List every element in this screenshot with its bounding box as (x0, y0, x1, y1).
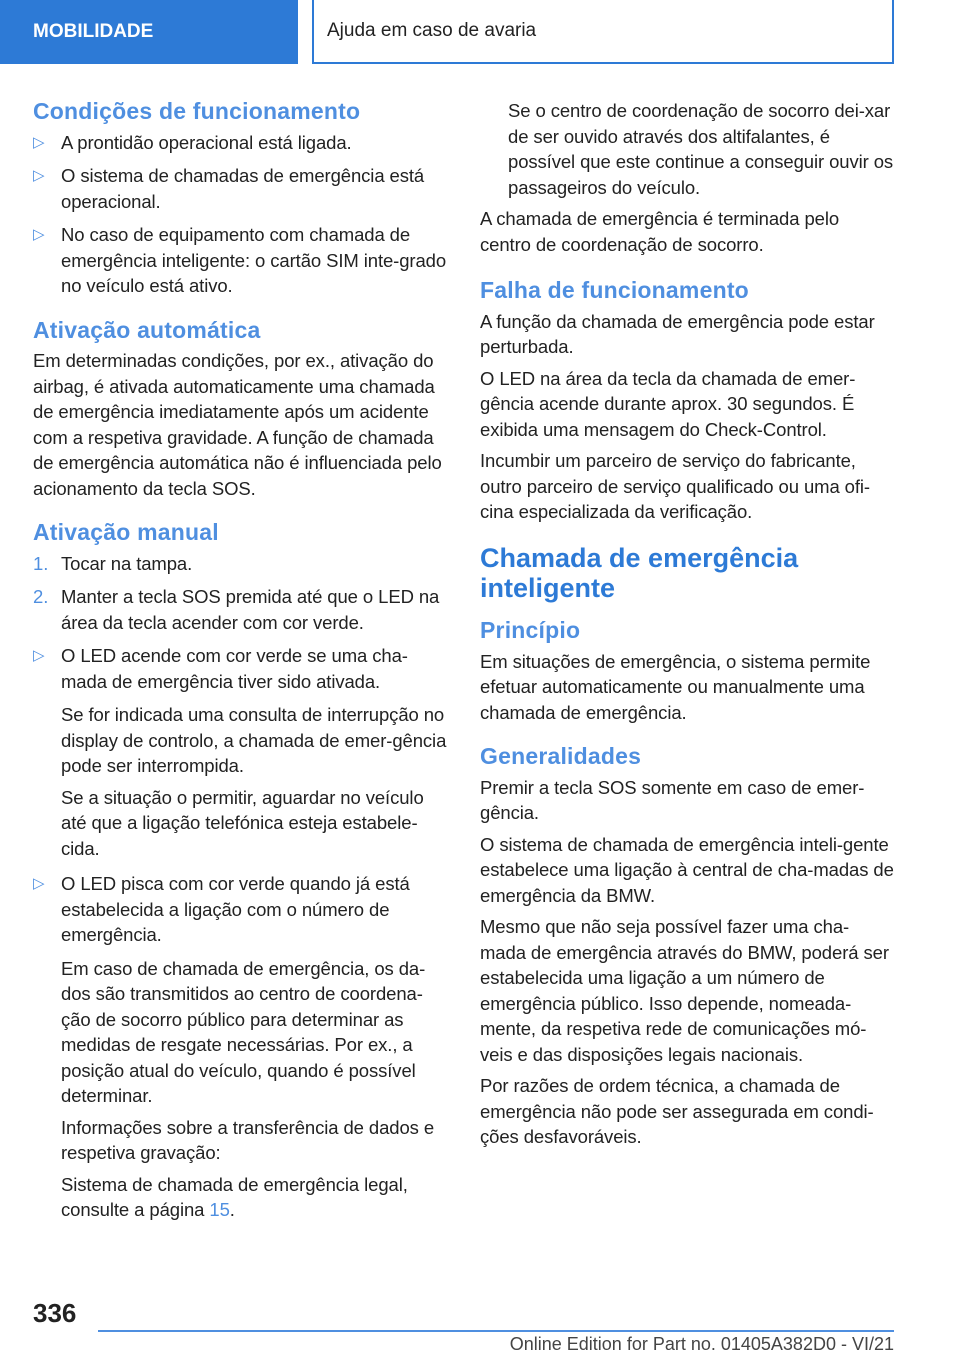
page-reference: Sistema de chamada de emergência legal, consulte a página 15. (61, 1173, 408, 1221)
paragraph: Incumbir um parceiro de serviço do fabricante, outro parceiro de serviço qualificado ou uma ofi-cina especializada da verificação. (480, 450, 870, 523)
header-chapter-title: Ajuda em caso de avaria (312, 0, 894, 64)
list-item: ▷ A prontidão operacional está ligada. (33, 130, 449, 156)
paragraph: A chamada de emergência é terminada pelo centro de coordenação de socorro. (480, 208, 840, 255)
sub-paragraph: Informações sobre a transferência de dados e respetiva gravação: (61, 1116, 435, 1164)
list-item: ▷ No caso de equipamento com chamada de emergência inteligente: o cartão SIM inte-grado no veículo está ativo. (33, 224, 447, 297)
list-item: ▷ O LED pisca com cor verde quando já está estabelecida a ligação com o número de emergência. (33, 873, 410, 946)
section-principle (480, 617, 894, 725)
footer-divider (98, 1330, 894, 1332)
right-column (480, 98, 894, 1168)
section-automatic-activation (33, 317, 449, 502)
section-malfunction (480, 277, 894, 525)
heading-general: Generalidades (480, 743, 642, 770)
paragraph: Em situações de emergência, o sistema permite efetuar automaticamente ou manualmente uma chamada de emergência. (480, 650, 871, 723)
header-section-tab: MOBILIDADE (0, 0, 298, 64)
heading-principle: Princípio (480, 617, 581, 644)
step-number: 1. (33, 552, 49, 574)
list-item: ▷ O sistema de chamadas de emergência está operacional. (33, 165, 425, 212)
page-number: 336 (33, 1298, 77, 1328)
step-number: 2. (33, 586, 49, 608)
sub-paragraph: Se for indicada uma consulta de interrupção no display de controlo, a chamada de emer-gência pode ser interrompida. (61, 704, 447, 777)
section-general (480, 743, 894, 1150)
heading-automatic-activation: Ativação automática (33, 316, 261, 343)
sub-paragraph: Se a situação o permitir, aguardar no veículo até que a ligação telefónica esteja estabele-cida. (61, 786, 424, 859)
footer-edition: Online Edition for Part no. 01405A382D0 - VI/21 (509, 1334, 894, 1354)
step-item: 1. Tocar na tampa. (33, 551, 449, 577)
paragraph: Premir a tecla SOS somente em caso de emer-gência. (480, 776, 865, 824)
heading-intelligent-emergency-call: Chamada de emergência inteligente (480, 542, 799, 603)
list-item: ▷ O LED acende com cor verde se uma cha-mada de emergência tiver sido ativada. (33, 645, 408, 692)
heading-operating-conditions: Condições de funcionamento (33, 98, 361, 124)
paragraph: Mesmo que não seja possível fazer uma cha-mada de emergência através do BMW, poderá ser estabelecida uma ligação a um número de emergência público. Isso depende, nomeada-mente, da respetiva rede de comunicações mó-veis e das disposições legais nacionais. (480, 916, 889, 1065)
triangle-bullet-icon: ▷ (33, 226, 45, 244)
left-column (33, 98, 449, 1241)
triangle-bullet-icon: ▷ (33, 133, 45, 151)
step-item: 2. Manter a tecla SOS premida até que o LED na área da tecla acender com cor verde. (33, 586, 440, 633)
triangle-bullet-icon: ▷ (33, 875, 45, 893)
sub-paragraph: Se o centro de coordenação de socorro dei-xar de ser ouvido através dos altifalantes, é possível que este continue a conseguir ouvir os passageiros do veículo. (508, 100, 894, 198)
section-manual-activation (33, 519, 449, 1223)
paragraph: O LED na área da tecla da chamada de emer-gência acende durante aprox. 30 segundos. É exibida uma mensagem do Check-Control. (480, 367, 856, 440)
triangle-bullet-icon: ▷ (33, 647, 45, 665)
paragraph: Por razões de ordem técnica, a chamada de emergência não pode ser assegurada em condi-ções desfavoráveis. (480, 1075, 874, 1148)
triangle-bullet-icon: ▷ (33, 167, 45, 185)
paragraph: Em determinadas condições, por ex., ativação do airbag, é ativada automaticamente uma chamada de emergência imediatamente após um acidente com a respetiva gravidade. A função de chamada de emergência automática não é influenciada pelo acionamento da tecla SOS. (33, 350, 442, 499)
page-link[interactable]: 15 (209, 1199, 230, 1221)
sub-paragraph: Em caso de chamada de emergência, os da-dos são transmitidos ao centro de coordena-ção de socorro público para determinar as medidas de resgate necessárias. Por ex., a posição atual do veículo, quando é possível determinar. (61, 957, 426, 1107)
paragraph: A função da chamada de emergência pode estar perturbada. (480, 310, 875, 358)
heading-malfunction: Falha de funcionamento (480, 277, 749, 303)
heading-manual-activation: Ativação manual (33, 519, 219, 546)
paragraph: O sistema de chamada de emergência inteli-gente estabelece uma ligação à central de cha-madas de emergência da BMW. (480, 833, 894, 906)
section-operating-conditions (33, 98, 449, 299)
